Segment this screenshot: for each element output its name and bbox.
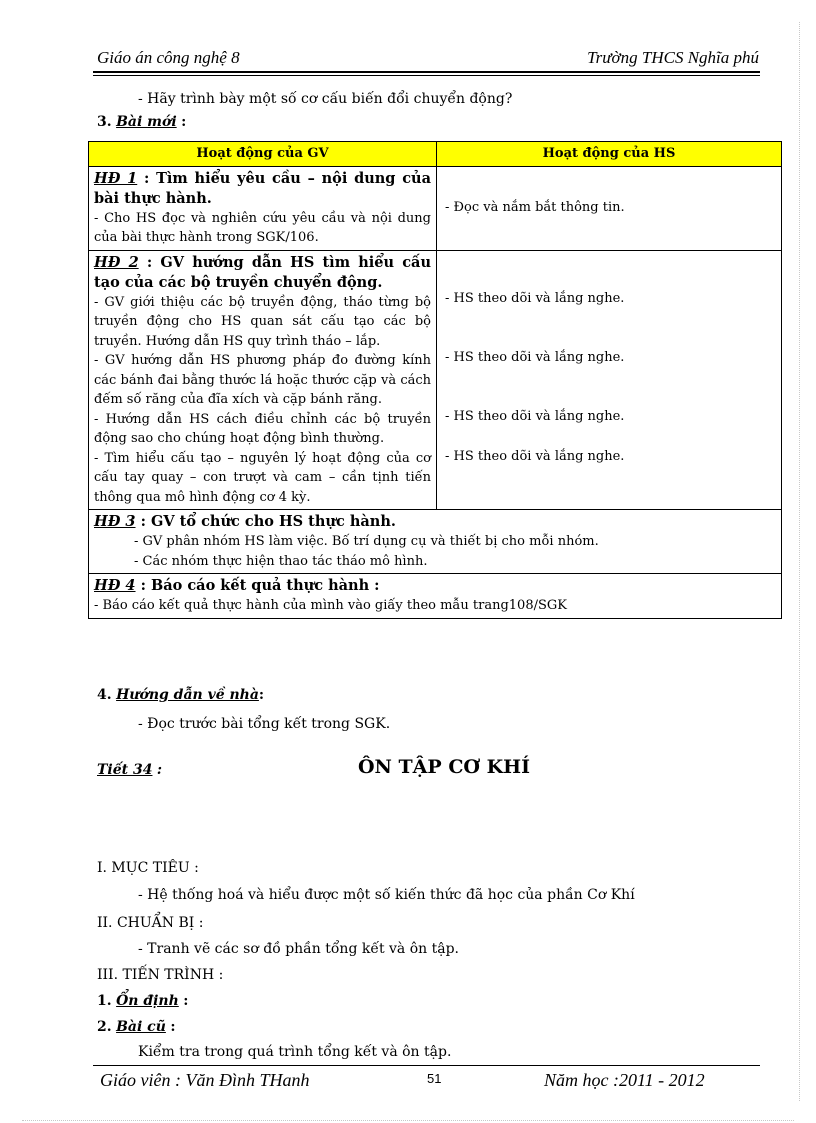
old-lesson-heading xyxy=(97,1019,176,1035)
footer-rule xyxy=(93,1065,760,1066)
table-row-hd1 xyxy=(89,166,782,250)
old-lesson-suffix: : xyxy=(170,1019,176,1035)
lesson-label: Tiết 34 xyxy=(97,762,153,778)
hd2-gv-cell xyxy=(89,250,437,510)
hd3-label: HĐ 3 xyxy=(94,513,136,530)
stabilize-heading xyxy=(97,993,188,1009)
hd3-cell xyxy=(89,510,782,574)
hd3-item-2: - Các nhóm thực hiện thao tác tháo mô hình. xyxy=(134,553,428,569)
stabilize-number: 1. xyxy=(97,993,112,1009)
hd1-title-text: : Tìm hiểu yêu cầu – nội dung của bài thực hành. xyxy=(94,169,431,207)
intro-question: - Hãy trình bày một số cơ cấu biến đổi chuyển động? xyxy=(138,91,513,107)
old-lesson-item: Kiểm tra trong quá trình tổng kết và ôn tập. xyxy=(138,1044,452,1060)
hd1-gv-text: - Cho HS đọc và nghiên cứu yêu cầu và nội dung của bài thực hành trong SGK/106. xyxy=(94,210,431,245)
header-rule-thin xyxy=(93,75,760,76)
lesson-title: ÔN TẬP CƠ KHÍ xyxy=(358,756,530,778)
table-header-row xyxy=(89,142,782,167)
footer-year: Năm học :2011 - 2012 xyxy=(544,1070,705,1090)
page-border-bottom xyxy=(22,1120,794,1121)
hd2-label: HĐ 2 xyxy=(94,253,139,271)
table-row-hd2 xyxy=(89,250,782,510)
section-number: 3. xyxy=(97,114,112,130)
header-rule xyxy=(93,71,760,73)
hd2-hs-text-4: - HS theo dõi và lắng nghe. xyxy=(445,448,625,464)
process-heading: III. TIẾN TRÌNH : xyxy=(97,967,224,983)
hd2-gv-text-2: - GV hướng dẫn HS phương pháp đo đường kính các bánh đai bằng thước lá hoặc thước cặp và cách đếm số răng của đĩa xích và cặp bánh răng. xyxy=(94,353,431,407)
hd4-label: HĐ 4 xyxy=(94,577,136,594)
objectives-item: - Hệ thống hoá và hiểu được một số kiến thức đã học của phần Cơ Khí xyxy=(138,887,635,903)
hd1-hs-cell xyxy=(437,166,782,250)
section-title: Bài mới xyxy=(116,114,177,130)
hd3-title xyxy=(94,512,776,532)
objectives-heading: I. MỤC TIÊU : xyxy=(97,860,199,876)
hd2-hs-text-1: - HS theo dõi và lắng nghe. xyxy=(445,290,625,306)
section-4-heading xyxy=(97,687,264,703)
col-header-gv: Hoạt động của GV xyxy=(89,142,437,167)
section-4-suffix: : xyxy=(258,687,265,703)
footer-teacher: Giáo viên : Văn Đình THanh xyxy=(100,1070,310,1090)
hd2-gv-text-4: - Tìm hiểu cấu tạo – nguyên lý hoạt động của cơ cấu tay quay – con trượt và cam – cần tịnh tiến thông qua mô hình động cơ 4 kỳ. xyxy=(94,450,431,505)
hd4-title xyxy=(94,576,776,596)
hd3-title-text: : GV tổ chức cho HS thực hành. xyxy=(140,513,396,530)
table-row-hd4 xyxy=(89,574,782,619)
hd2-hs-cell xyxy=(437,250,782,510)
stabilize-title: Ổn định xyxy=(116,993,179,1009)
hd4-cell xyxy=(89,574,782,619)
old-lesson-number: 2. xyxy=(97,1019,112,1035)
hd4-title-text: : Báo cáo kết quả thực hành : xyxy=(140,577,380,594)
hd1-gv-cell xyxy=(89,166,437,250)
header-subject: Giáo án công nghệ 8 xyxy=(97,48,240,67)
hd2-title xyxy=(94,253,431,293)
hd1-hs-text: - Đọc và nắm bắt thông tin. xyxy=(445,200,625,216)
activity-table xyxy=(88,141,782,619)
header-school: Trường THCS Nghĩa phú xyxy=(587,48,759,67)
section-3-heading xyxy=(97,114,186,130)
hd2-gv-text-3: - Hướng dẫn HS cách điều chỉnh các bộ truyền động sao cho chúng hoạt động bình thường. xyxy=(94,411,431,446)
hd2-hs-text-2: - HS theo dõi và lắng nghe. xyxy=(445,349,625,365)
section-suffix: : xyxy=(181,114,187,130)
page-border-right xyxy=(799,22,800,1101)
section-4-title: Hướng dẫn về nhà xyxy=(116,687,259,703)
col-header-hs: Hoạt động của HS xyxy=(437,142,782,167)
page-number: 51 xyxy=(427,1071,442,1086)
hd1-title xyxy=(94,169,431,209)
section-4-item: - Đọc trước bài tổng kết trong SGK. xyxy=(138,716,391,732)
hd4-item-1: - Báo cáo kết quả thực hành của mình vào giấy theo mẫu trang108/SGK xyxy=(94,598,567,613)
hd3-item-1: - GV phân nhóm HS làm việc. Bố trí dụng cụ và thiết bị cho mỗi nhóm. xyxy=(134,534,599,549)
stabilize-suffix: : xyxy=(183,993,189,1009)
hd2-title-text: : GV hướng dẫn HS tìm hiểu cấu tạo của các bộ truyền chuyển động. xyxy=(94,253,431,291)
lesson-label-suffix: : xyxy=(156,762,163,778)
hd2-hs-text-3: - HS theo dõi và lắng nghe. xyxy=(445,408,625,424)
preparation-heading: II. CHUẨN BỊ : xyxy=(97,915,204,931)
old-lesson-title: Bài cũ xyxy=(116,1019,166,1035)
hd1-label: HĐ 1 xyxy=(94,169,138,187)
hd2-gv-text-1: - GV giới thiệu các bộ truyền động, tháo từng bộ truyền động cho HS quan sát cấu tạo các bộ truyền. Hướng dẫn HS quy trình tháo – lắp. xyxy=(94,294,431,349)
lesson-label-line xyxy=(97,762,162,778)
table-row-hd3 xyxy=(89,510,782,574)
section-4-number: 4. xyxy=(97,687,112,703)
preparation-item: - Tranh vẽ các sơ đồ phần tổng kết và ôn tập. xyxy=(138,941,460,957)
